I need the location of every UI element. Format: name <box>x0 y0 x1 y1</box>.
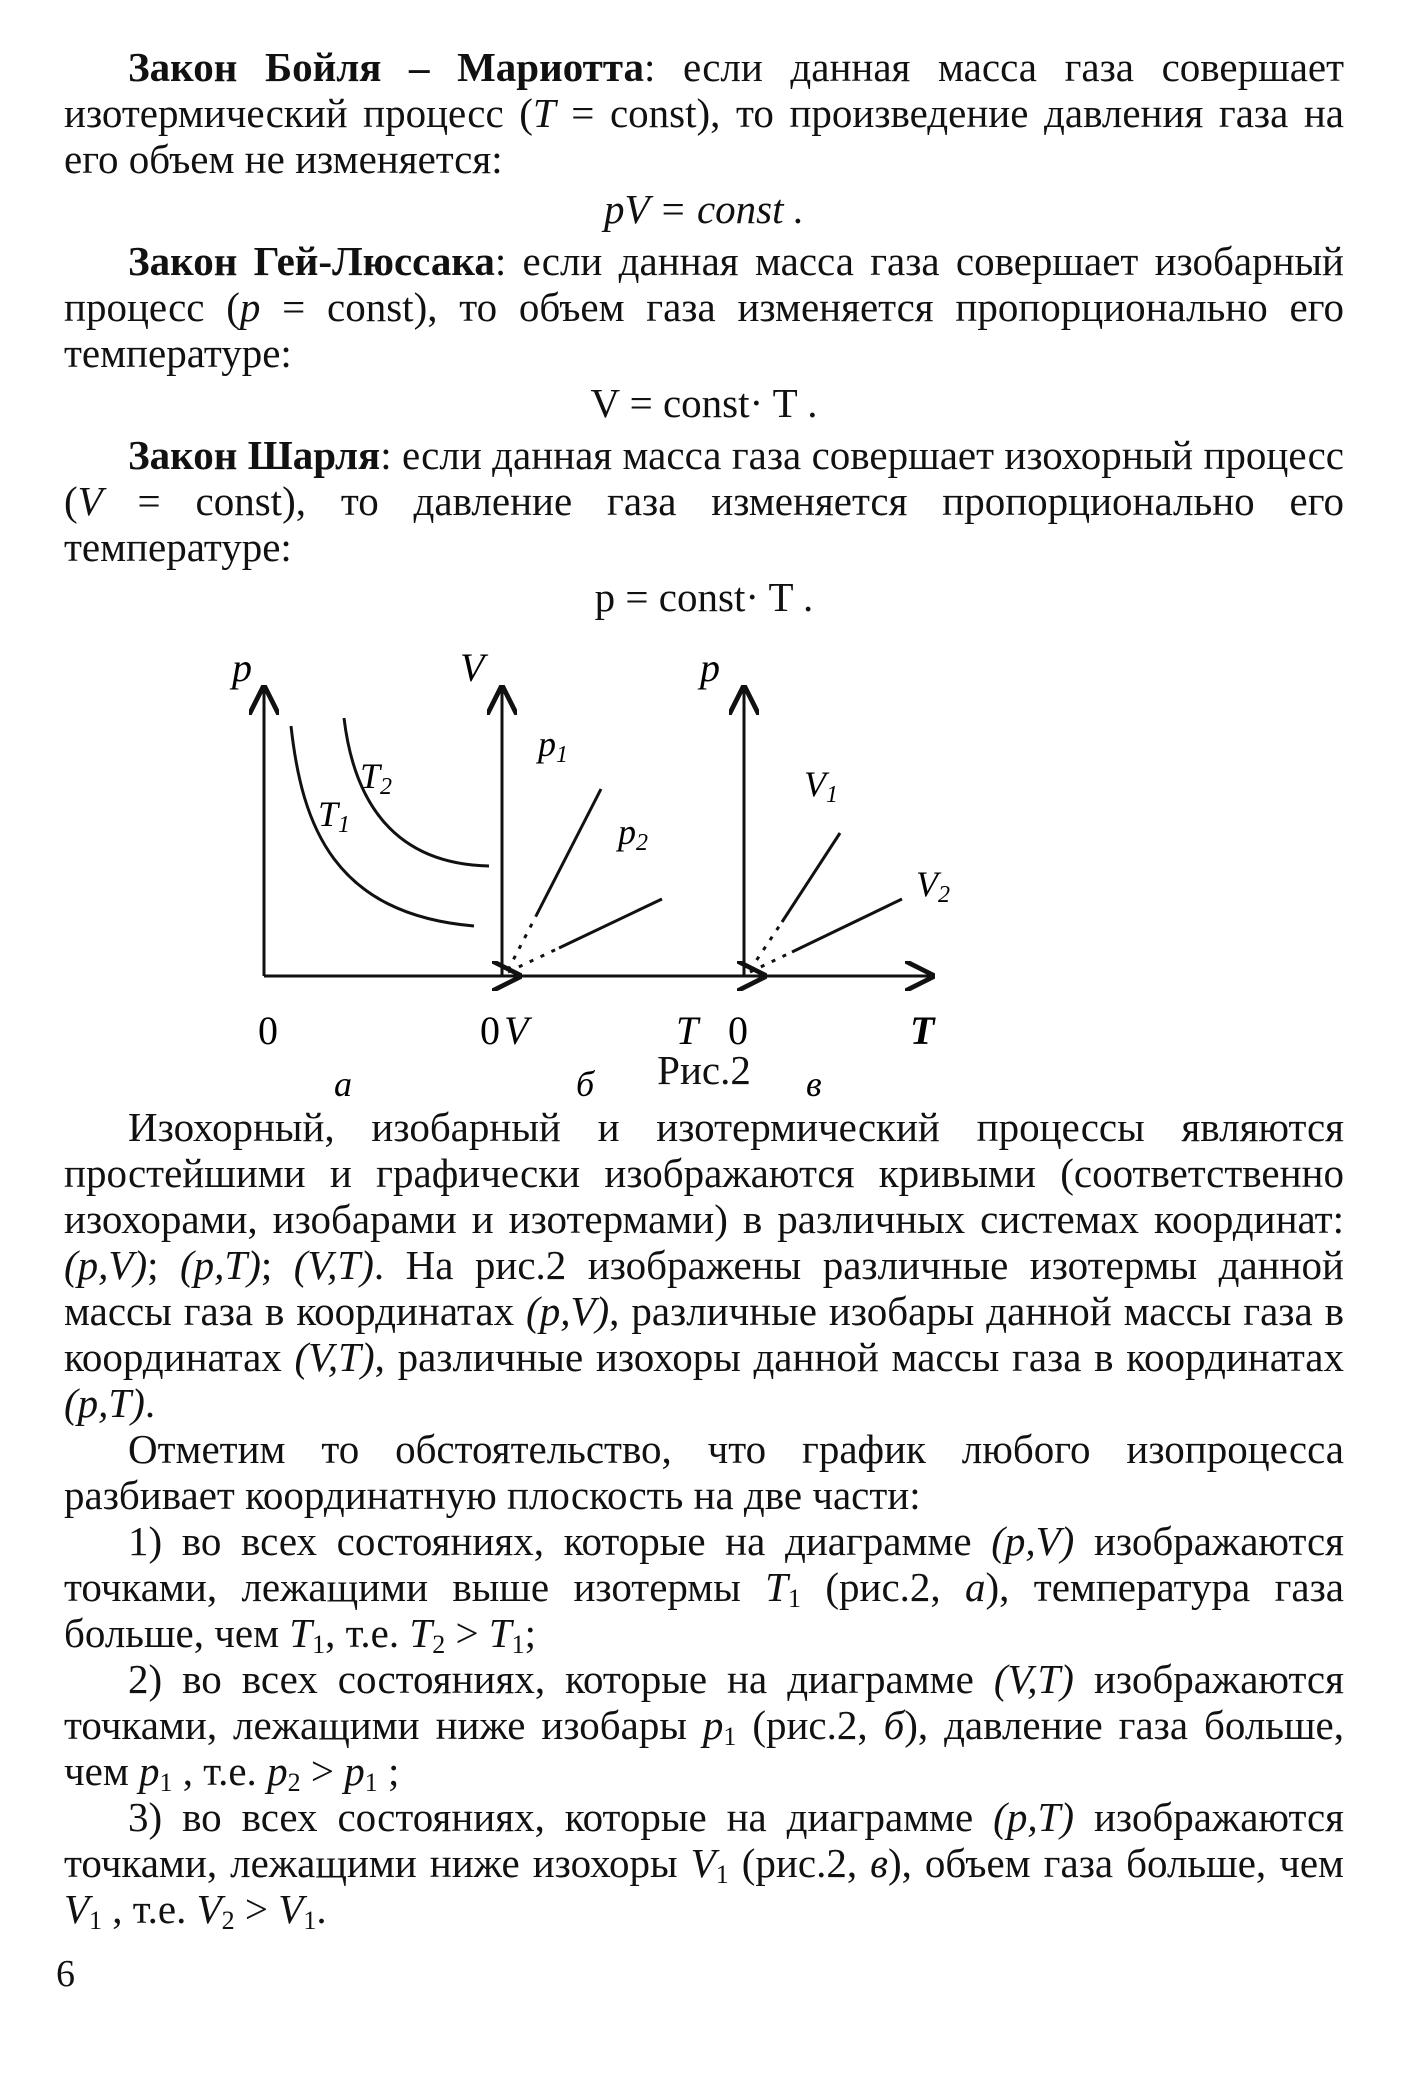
graph-a-y-label: p <box>232 645 252 690</box>
graph-a-origin: 0 <box>258 1008 278 1053</box>
plane-division-paragraph: Отметим то обстоятельство, что график любого изопроцесса разбивает координатную плоскость на две части: <box>64 1426 1344 1518</box>
graph-b-x-label: T <box>676 1008 699 1053</box>
graph-c <box>697 645 950 1053</box>
gaylussac-formula: V = const· T . <box>590 380 818 426</box>
graph-c-x-label: T <box>910 1008 935 1053</box>
page-content <box>64 44 1345 1935</box>
graph-b-letter: б <box>576 1064 595 1104</box>
isochore-v2-dotted <box>750 952 792 972</box>
page-number: 6 <box>56 1953 75 1995</box>
item-1: 1) во всех состояниях, которые на диаграмме (p,V) изображаются точками, лежащими выше изотермы $T_1$ (рис.2, а), температура газа больше, чем $T_1$, т.е. $T_2 > T_1$; <box>64 1518 1344 1659</box>
figure-caption: Рис.2 <box>657 1047 751 1093</box>
label-p2: p2 <box>618 812 648 856</box>
item-3: 3) во всех состояниях, которые на диаграмме (p,T) изображаются точками, лежащими ниже изохоры $V_1$ (рис.2, в), объем газа больше, чем $V_1$ , т.е. $V_2 > V_1$. <box>64 1794 1344 1935</box>
charles-law-paragraph: Закон Шарля: если данная масса газа совершает изохорный процесс (V = const), то давление газа изменяется пропорционально его температуре: <box>64 432 1344 570</box>
label-v1: V1 <box>804 764 838 808</box>
boyle-formula: pV = const . <box>603 186 804 232</box>
graph-c-letter: в <box>806 1064 822 1104</box>
label-v2: V2 <box>916 864 950 908</box>
isobar-p2-dotted <box>508 948 559 972</box>
graph-c-origin: 0 <box>728 1008 748 1053</box>
gaylussac-law-title: Закон Гей-Люссака <box>128 238 495 284</box>
label-p1: p1 <box>538 724 568 768</box>
boyle-law-paragraph: Закон Бойля – Мариотта: если данная масса газа совершает изотермический процесс (T = const), то произведение давления газа на его объем не изменяется: <box>64 44 1345 182</box>
charles-formula: p = const· T . <box>594 574 814 620</box>
isochore-v1-line <box>782 833 840 922</box>
isochore-v1-dotted <box>750 922 782 970</box>
label-t1: T1 <box>318 794 351 838</box>
isobar-p2-line <box>559 899 662 948</box>
label-t2: T2 <box>360 756 393 800</box>
graph-b <box>460 645 764 1053</box>
item-2: 2) во всех состояниях, которые на диаграмме (V,T) изображаются точками, лежащими ниже изобары $p_1$ (рис.2, б), давление газа больше, чем $p_1$ , т.е. $p_2 > p_1$ ; <box>64 1656 1344 1797</box>
boyle-law-title: Закон Бойля – Мариотта <box>128 44 644 90</box>
isobar-p1-line <box>536 789 601 916</box>
graph-b-origin: 0 <box>480 1008 500 1053</box>
graph-a <box>229 645 533 1053</box>
isochore-v2-line <box>792 899 902 952</box>
graph-a-letter: а <box>334 1064 352 1104</box>
graph-b-y-label: V <box>460 645 485 690</box>
gaylussac-law-paragraph: Закон Гей-Люссака: если данная масса газа совершает изобарный процесс (p = const), то объем газа изменяется пропорционально его температуре: <box>64 238 1344 376</box>
graph-c-y-label: p <box>700 645 720 690</box>
graph-a-x-label: V <box>504 1008 529 1053</box>
processes-paragraph: Изохорный, изобарный и изотермический процессы являются простейшими и графически изображаются кривыми (соответственно изохорами, изобарами и изотермами) в различных системах координат: (p,V); (p,T); (V,T). На рис.2 изображены различные изотермы данной массы газа в координатах (p,V), различные изобары данной массы газа в координатах (V,T), различные изохоры данной массы газа в координатах (p,T). <box>64 1104 1344 1426</box>
charles-law-title: Закон Шарля <box>128 432 381 478</box>
